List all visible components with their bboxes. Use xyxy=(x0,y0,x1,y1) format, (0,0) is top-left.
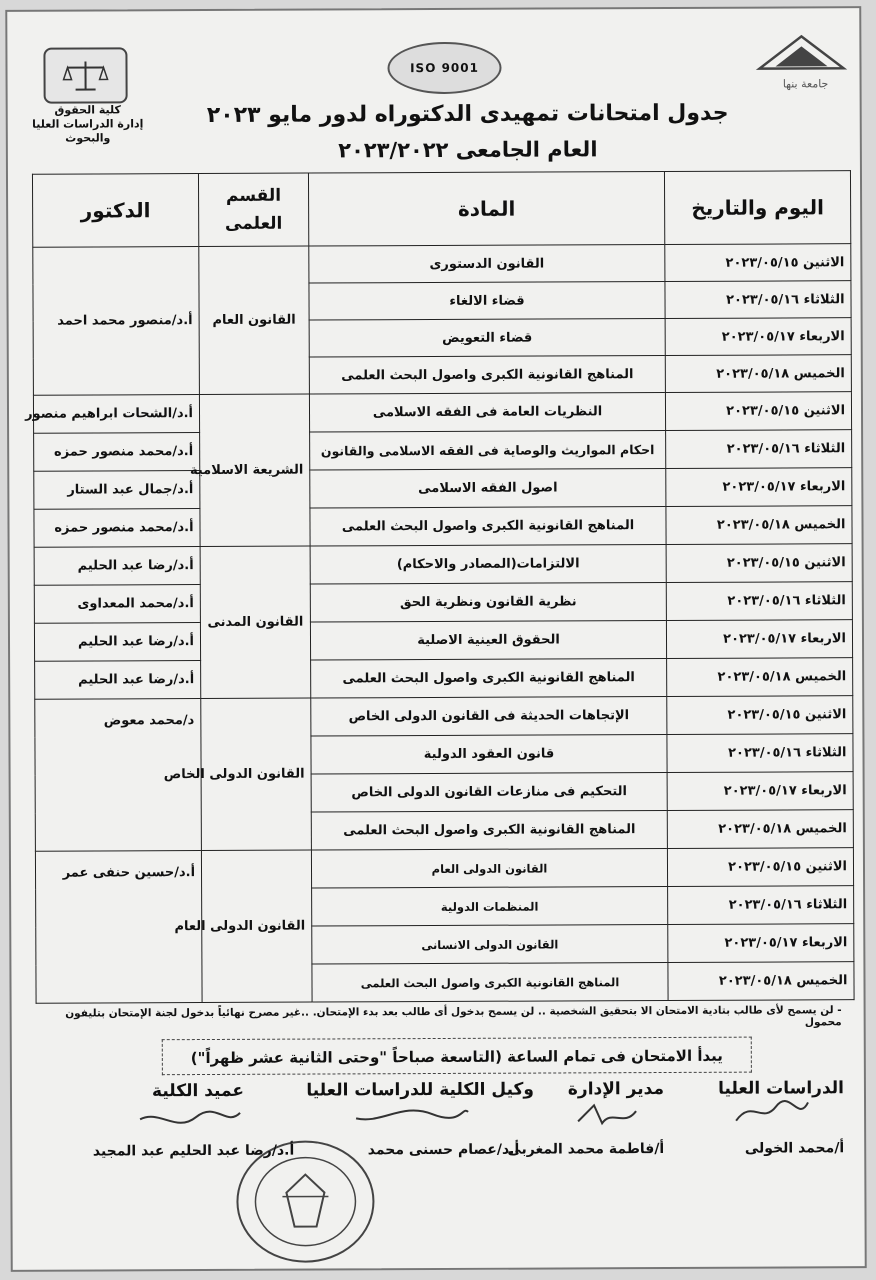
exam-schedule-table xyxy=(25,170,855,1004)
table-header-row xyxy=(32,171,850,248)
date-cell: الخميس ٢٠٢٣/٠٥/١٨ xyxy=(665,355,851,393)
university-name: جامعة بنها xyxy=(782,77,829,91)
subject-cell: القانون الدولى العام xyxy=(311,848,667,888)
date-cell: الخميس ٢٠٢٣/٠٥/١٨ xyxy=(666,506,852,545)
date-cell: الاثنين ٢٠٢٣/٠٥/١٥ xyxy=(666,544,852,583)
subject-cell: قانون العقود الدولية xyxy=(311,734,667,774)
department-cell: القانون العام xyxy=(199,246,310,394)
department-cell: الشريعة الاسلامية xyxy=(199,394,310,546)
header-department: القسم العلمى xyxy=(198,173,308,246)
date-cell: الاربعاء ٢٠٢٣/٠٥/١٧ xyxy=(665,318,851,356)
doctor-cell: أ.د/محمد منصور حمزه xyxy=(34,433,200,472)
subject-cell: المناهج القانونية الكبرى واصول البحث العلمى xyxy=(311,658,667,698)
date-cell: الخميس ٢٠٢٣/٠٥/١٨ xyxy=(667,810,853,849)
department-name: إدارة الدراسات العليا والبحوث xyxy=(32,117,144,145)
subject-cell: القانون الدولى الانسانى xyxy=(312,924,668,964)
date-cell: الثلاثاء ٢٠٢٣/٠٥/١٦ xyxy=(666,430,852,469)
department-cell: القانون الدولى الخاص xyxy=(201,698,312,850)
subject-cell: نظرية القانون ونظرية الحق xyxy=(310,582,666,622)
document-sheet xyxy=(5,6,866,1272)
doctor-cell: أ.د/حسين حنفى عمر xyxy=(35,851,202,1004)
signatory-name: أ/محمد الخولى xyxy=(744,1140,845,1157)
exam-time-notice: يبدأ الامتحان فى تمام الساعة (التاسعة صباحاً "وحتى الثانية عشر ظهراً") xyxy=(162,1037,752,1076)
academic-year: العام الجامعى ٢٠٢٣/٢٠٢٢ xyxy=(338,137,598,163)
date-cell: الاثنين ٢٠٢٣/٠٥/١٥ xyxy=(665,244,851,282)
subject-cell: الالتزامات(المصادر والاحكام) xyxy=(310,544,666,584)
header-doctor: الدكتور xyxy=(32,174,198,248)
signatory-name: أ.د/عصام حسنى محمد xyxy=(367,1141,520,1159)
signatory-name: أ.د/رضا عبد الحليم عبد المجيد xyxy=(92,1142,295,1160)
table-row xyxy=(33,244,851,285)
table-row xyxy=(34,582,852,624)
signature-title-director: مدير الإدارة xyxy=(567,1079,665,1100)
header-date: اليوم والتاريخ xyxy=(664,171,850,245)
table-row xyxy=(35,696,853,738)
subject-cell: النظريات العامة فى الفقه الاسلامى xyxy=(309,392,665,432)
subject-cell: المنظمات الدولية xyxy=(312,886,668,926)
signature-title-graduate-studies: الدراسات العليا xyxy=(718,1078,845,1099)
date-cell: الاثنين ٢٠٢٣/٠٥/١٥ xyxy=(665,392,851,431)
date-cell: الاثنين ٢٠٢٣/٠٥/١٥ xyxy=(667,696,853,735)
university-logo-icon xyxy=(755,34,847,70)
iso-seal-icon xyxy=(387,42,501,94)
table-row xyxy=(34,506,852,548)
date-cell: الاربعاء ٢٠٢٣/٠٥/١٧ xyxy=(666,468,852,507)
doctor-cell: أ.د/الشحات ابراهيم منصور xyxy=(33,395,199,434)
header-subject: المادة xyxy=(308,171,664,246)
doctor-cell: أ.د/محمد المعداوى xyxy=(34,585,200,624)
subject-cell: التحكيم فى منازعات القانون الدولى الخاص xyxy=(311,772,667,812)
table-row xyxy=(34,544,852,586)
doctor-cell: أ.د/محمد منصور حمزه xyxy=(34,509,200,548)
subject-cell: المناهج القانونية الكبرى واصول البحث العلمى xyxy=(312,962,668,1002)
date-cell: الاربعاء ٢٠٢٣/٠٥/١٧ xyxy=(668,924,854,963)
college-logo-icon xyxy=(43,47,127,103)
date-cell: الثلاثاء ٢٠٢٣/٠٥/١٦ xyxy=(668,886,854,925)
date-cell: الثلاثاء ٢٠٢٣/٠٥/١٦ xyxy=(665,281,851,319)
date-cell: الاربعاء ٢٠٢٣/٠٥/١٧ xyxy=(666,620,852,659)
signature-scribble-icon xyxy=(352,1098,472,1129)
table-row xyxy=(34,468,852,510)
date-cell: الاربعاء ٢٠٢٣/٠٥/١٧ xyxy=(667,772,853,811)
exam-rules-note: - لن يسمح لأى طالب بتادية الامتحان الا بتحقيق الشخصية .. لن يسمح بدخول أى طالب بعد بدء الإمتحان. ..غير مصرح نهائياً بدخول لجنة الإمتحان بتليفون محمول xyxy=(65,1004,842,1029)
doctor-cell: أ.د/رضا عبد الحليم xyxy=(34,623,200,662)
doctor-cell: أ.د/جمال عبد الستار xyxy=(34,471,200,510)
department-cell: القانون الدولى العام xyxy=(201,850,312,1002)
subject-cell: المناهج القانونية الكبرى واصول البحث العلمى xyxy=(310,506,666,546)
subject-cell: المناهج القانونية الكبرى واصول البحث العلمى xyxy=(311,810,667,850)
department-cell: القانون المدنى xyxy=(200,546,311,698)
signature-scribble-icon xyxy=(732,1094,812,1128)
signature-title-dean: عميد الكلية xyxy=(151,1080,245,1102)
table-row xyxy=(33,392,851,434)
doctor-cell: أ.د/رضا عبد الحليم xyxy=(35,661,201,700)
subject-cell: قضاء الالغاء xyxy=(309,281,665,320)
date-cell: الخميس ٢٠٢٣/٠٥/١٨ xyxy=(667,658,853,697)
signature-title-vice-dean: وكيل الكلية للدراسات العليا xyxy=(306,1079,535,1101)
date-cell: الخميس ٢٠٢٣/٠٥/١٨ xyxy=(668,962,854,1001)
date-cell: الثلاثاء ٢٠٢٣/٠٥/١٦ xyxy=(667,734,853,773)
subject-cell: الحقوق العينية الاصلية xyxy=(310,620,666,660)
table-row xyxy=(35,848,853,890)
doctor-cell: أ.د/منصور محمد احمد xyxy=(33,247,200,396)
subject-cell: القانون الدستورى xyxy=(309,244,665,283)
college-name-block xyxy=(28,103,148,146)
signature-scribble-icon xyxy=(572,1099,642,1129)
date-cell: الثلاثاء ٢٠٢٣/٠٥/١٦ xyxy=(666,582,852,621)
college-name: كلية الحقوق xyxy=(54,103,121,117)
table-row xyxy=(34,430,852,472)
table-row xyxy=(34,620,852,662)
doctor-cell: د/محمد معوض xyxy=(35,699,202,852)
subject-cell: احكام المواريث والوصاية فى الفقه الاسلامى والقانون xyxy=(310,430,666,470)
subject-cell: الإتجاهات الحديثة فى القانون الدولى الخاص xyxy=(311,696,667,736)
signatory-name: أ/فاطمة محمد المغربى xyxy=(507,1141,665,1158)
signature-scribble-icon xyxy=(136,1105,246,1135)
iso-label: ISO 9001 xyxy=(410,60,479,76)
date-cell: الاثنين ٢٠٢٣/٠٥/١٥ xyxy=(667,848,853,887)
subject-cell: المناهج القانونية الكبرى واصول البحث العلمى xyxy=(309,355,665,394)
doctor-cell: أ.د/رضا عبد الحليم xyxy=(34,547,200,586)
table-row xyxy=(35,658,853,700)
page-title: جدول امتحانات تمهيدى الدكتوراه لدور مايو ٢٠٢٣ xyxy=(206,100,729,128)
subject-cell: قضاء التعويض xyxy=(309,318,665,357)
subject-cell: اصول الفقه الاسلامى xyxy=(310,468,666,508)
